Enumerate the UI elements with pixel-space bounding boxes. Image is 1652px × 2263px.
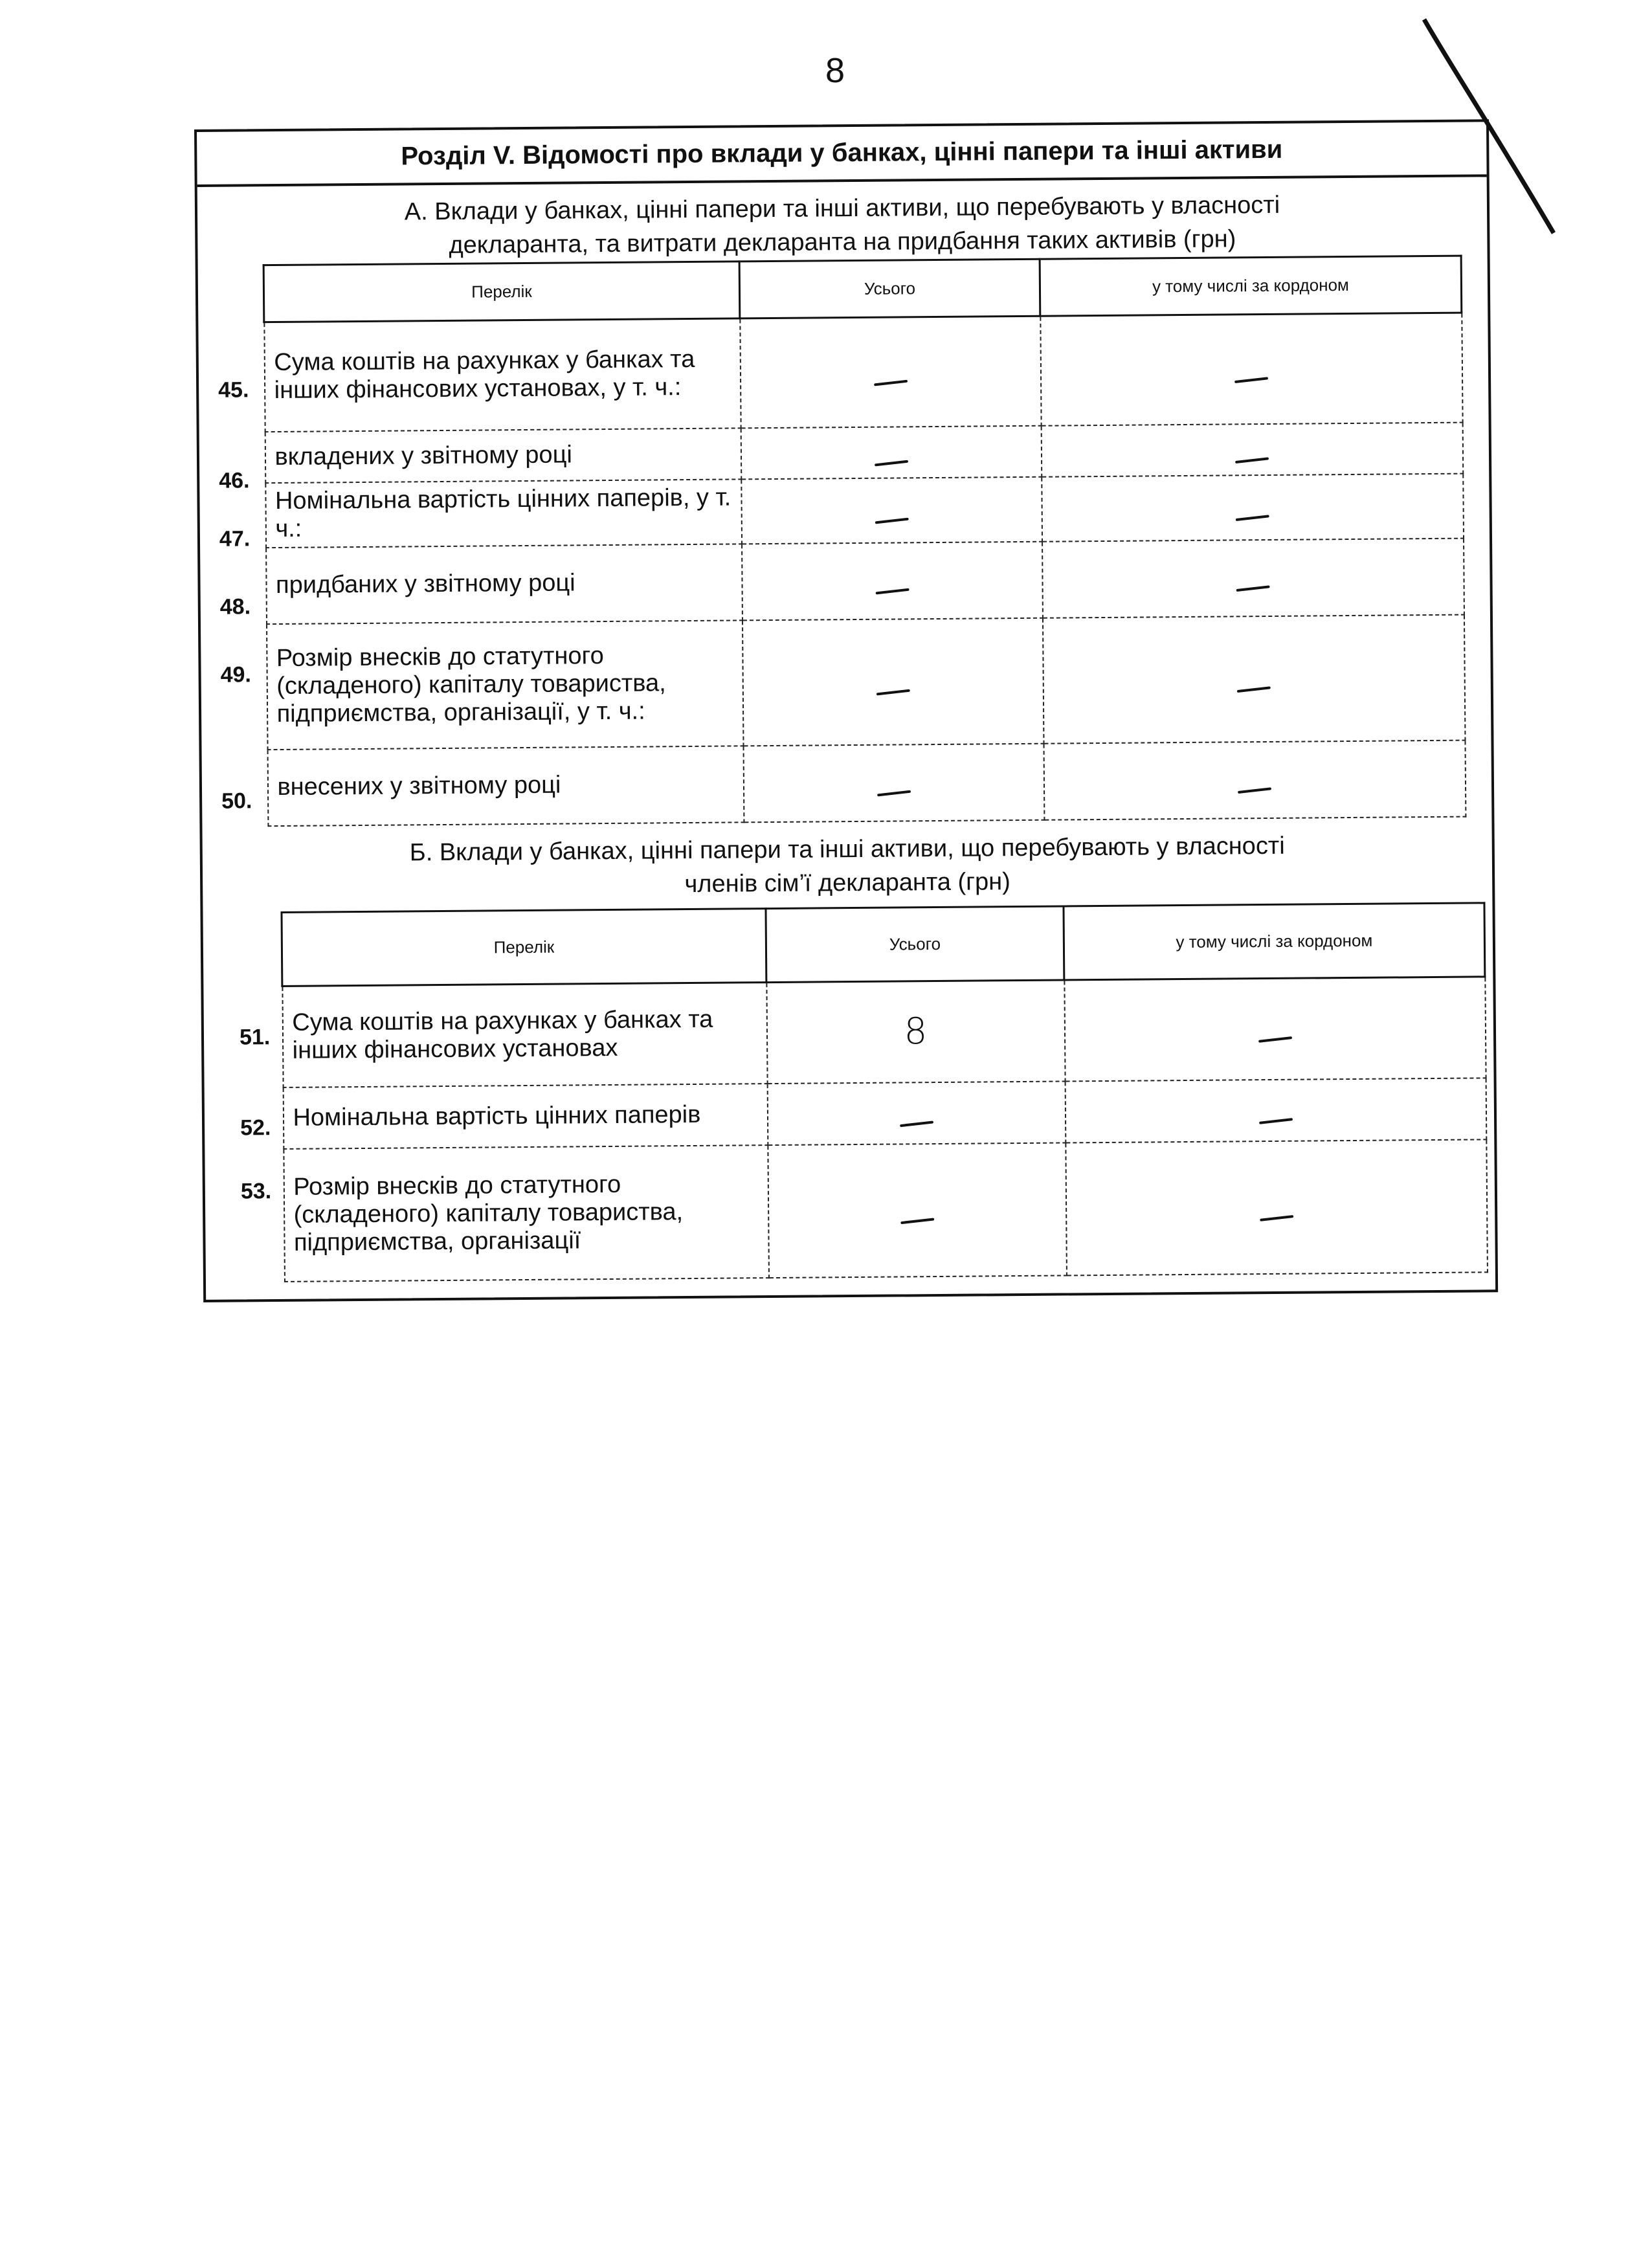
total-value (768, 1143, 1067, 1278)
row-label: внесених у звітному році (267, 746, 744, 826)
dash-mark (1236, 515, 1269, 521)
dash-mark (1237, 686, 1271, 693)
abroad-value (1044, 740, 1466, 819)
table-header (263, 256, 1462, 322)
abroad-value (1041, 422, 1463, 476)
dash-mark (1235, 457, 1269, 463)
row-number: 50. (221, 788, 252, 814)
part-b-heading (203, 827, 1493, 905)
dash-mark (877, 790, 911, 797)
table-row (267, 740, 1466, 826)
abroad-value (1040, 313, 1462, 425)
table-header (282, 903, 1485, 987)
row-label: Сума коштів на рахунках у банках та інших фінансових установах (282, 983, 767, 1087)
column-header-total: Усього (766, 906, 1064, 983)
part-b-table (280, 902, 1488, 1282)
section-title: Розділ V. Відомості про вклади у банках, цінні папери та інші активи (197, 122, 1487, 187)
part-b-heading-line2: членів сім’ї декларанта (грн) (684, 868, 1010, 898)
table-row (267, 614, 1465, 750)
table-row (282, 977, 1486, 1087)
abroad-value (1042, 538, 1464, 618)
column-header-abroad: у тому числі за кордоном (1064, 903, 1485, 980)
row-number: 53. (240, 1179, 272, 1204)
dash-mark (1260, 1215, 1293, 1221)
row-label: Номінальна вартість цінних паперів, у т. ч.: (265, 479, 742, 548)
abroad-value (1042, 614, 1465, 743)
total-value (742, 541, 1043, 620)
row-label: Сума коштів на рахунках у банках та інших фінансових установах, у т. ч.: (264, 318, 741, 432)
part-a-table (263, 255, 1467, 827)
table-row (284, 1139, 1488, 1282)
dash-mark (875, 588, 909, 595)
part-a-heading-line1: А. Вклади у банках, цінні папери та інші активи, що перебувають у власності (404, 191, 1280, 226)
total-value (741, 476, 1042, 544)
total-value (742, 618, 1044, 746)
row-label: вкладених у звітному році (265, 428, 741, 483)
total-value (740, 316, 1041, 428)
row-number: 45. (218, 377, 249, 403)
total-value (743, 743, 1044, 822)
dash-mark (1258, 1036, 1292, 1043)
table-row (264, 313, 1462, 432)
row-number: 49. (220, 662, 252, 687)
dash-mark (876, 689, 910, 696)
dash-mark (875, 518, 908, 524)
part-a-heading (197, 186, 1488, 264)
dash-mark (1259, 1118, 1293, 1124)
abroad-value (1064, 977, 1486, 1081)
dash-mark (1236, 585, 1270, 592)
row-number: 52. (240, 1115, 271, 1141)
column-header-list: Перелік (263, 262, 740, 322)
table-row (265, 422, 1463, 483)
abroad-value (1042, 473, 1464, 541)
abroad-value (1066, 1139, 1488, 1275)
row-label: Розмір внесків до статутного (складеного) капіталу товариства, підприємства, організації, у т. ч.: (267, 620, 744, 750)
row-label: придбаних у звітному році (266, 544, 742, 624)
part-a-heading-line2: декларанта, та витрати декларанта на придбання таких активів (грн) (449, 225, 1236, 259)
row-number: 51. (239, 1025, 271, 1050)
dash-mark (875, 460, 908, 466)
dash-mark (900, 1218, 934, 1224)
row-label: Номінальна вартість цінних паперів (283, 1084, 768, 1149)
total-value (741, 425, 1042, 479)
table-row (265, 473, 1464, 548)
abroad-value (1065, 1078, 1486, 1143)
part-b-heading-line1: Б. Вклади у банках, цінні папери та інші активи, що перебувають у власності (409, 832, 1285, 867)
row-number: 47. (219, 526, 251, 552)
table-row (266, 538, 1464, 624)
column-header-abroad: у тому числі за кордоном (1040, 256, 1462, 316)
column-header-list: Перелік (282, 909, 766, 987)
page-number: 8 (825, 51, 845, 90)
row-number: 46. (219, 468, 250, 493)
table-row (283, 1078, 1486, 1149)
dash-mark (874, 379, 908, 386)
dash-mark (1238, 787, 1271, 794)
total-value (767, 1081, 1066, 1145)
section-v-box (194, 119, 1498, 1302)
column-header-total: Усього (739, 259, 1040, 318)
dash-mark (900, 1120, 933, 1127)
dash-mark (1234, 377, 1268, 383)
row-number: 48. (219, 594, 251, 619)
row-label: Розмір внесків до статутного (складеного) капіталу товариства, підприємства, організації (284, 1145, 769, 1282)
total-value: 8 (766, 980, 1065, 1084)
